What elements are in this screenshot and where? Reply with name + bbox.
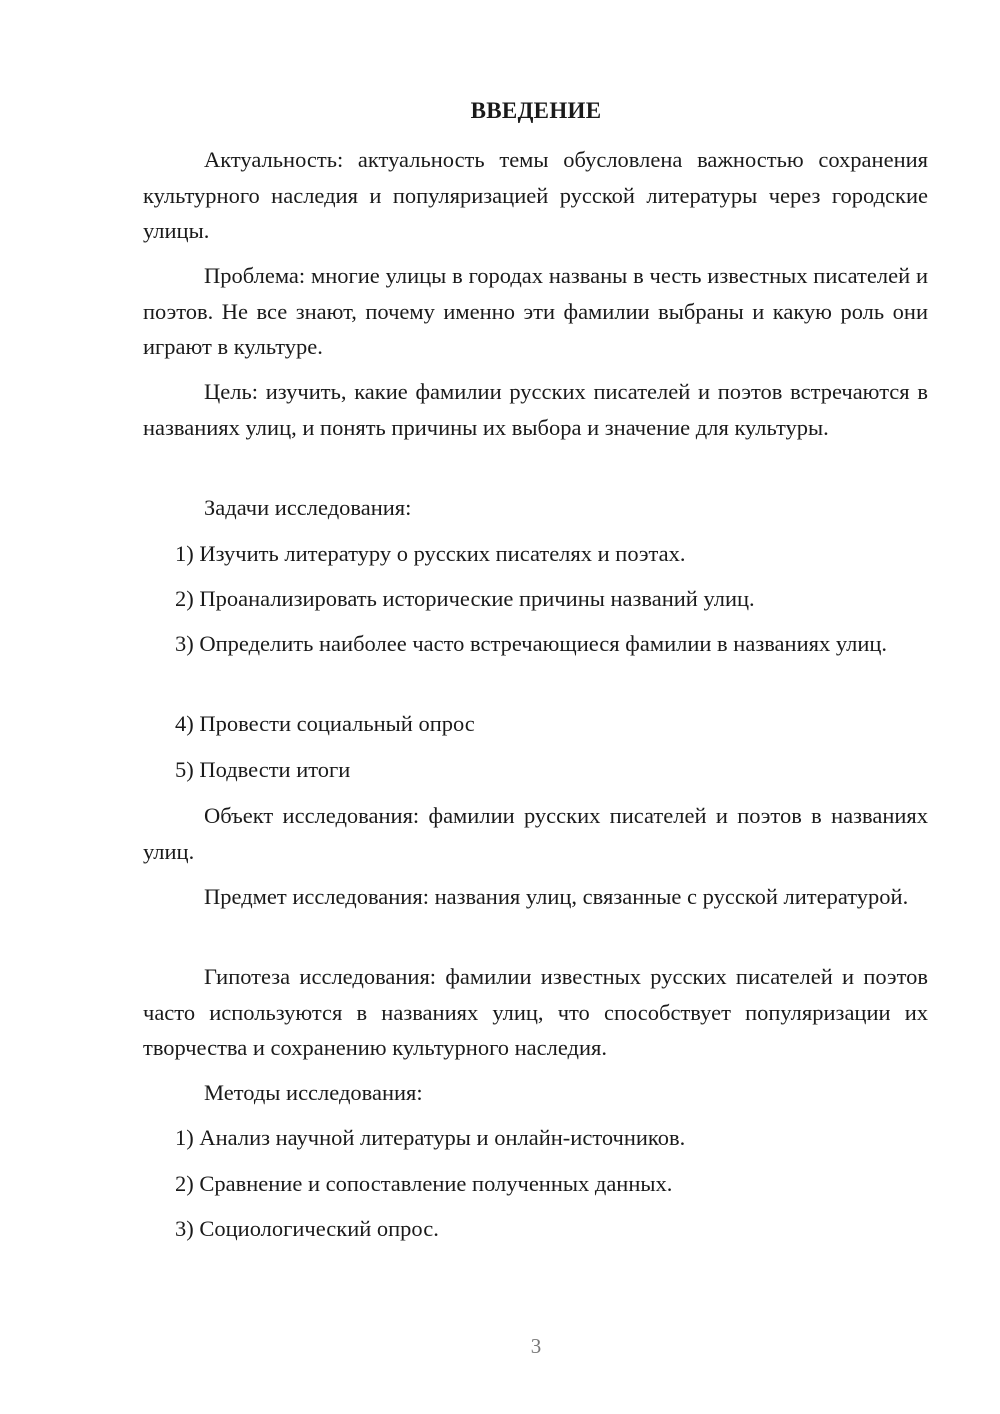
task-item: 1) Изучить литературу о русских писателях и поэтах.	[175, 541, 686, 566]
task-item: 4) Провести социальный опрос	[175, 711, 475, 736]
paragraph-goal: Цель: изучить, какие фамилии русских писателей и поэтов встречаются в названиях улиц, и понять причины их выбора и значение для культуры.	[143, 379, 928, 440]
task-item: 2) Проанализировать исторические причины названий улиц.	[175, 586, 755, 611]
paragraph-object: Объект исследования: фамилии русских писателей и поэтов в названиях улиц.	[143, 803, 928, 864]
paragraph-hypothesis: Гипотеза исследования: фамилии известных русских писателей и поэтов часто используются в названиях улиц, что способствует популяризации их творчества и сохранению культурного наследия.	[143, 964, 928, 1060]
method-item: 3) Социологический опрос.	[175, 1216, 439, 1241]
task-item: 5) Подвести итоги	[175, 757, 351, 782]
methods-heading: Методы исследования:	[204, 1080, 423, 1105]
page-number: 3	[530, 1334, 542, 1358]
method-item: 1) Анализ научной литературы и онлайн-источников.	[175, 1125, 686, 1150]
tasks-heading: Задачи исследования:	[204, 495, 412, 520]
paragraph-subject: Предмет исследования: названия улиц, связанные с русской литературой.	[204, 884, 909, 909]
paragraph-relevance: Актуальность: актуальность темы обусловлена важностью сохранения культурного наследия и популяризацией русской литературы через городские улицы.	[143, 147, 928, 243]
paragraph-problem: Проблема: многие улицы в городах названы в честь известных писателей и поэтов. Не все знают, почему именно эти фамилии выбраны и какую роль они играют в культуре.	[143, 263, 928, 359]
method-item: 2) Сравнение и сопоставление полученных данных.	[175, 1171, 673, 1196]
page-title: ВВЕДЕНИЕ	[470, 98, 602, 123]
task-item: 3) Определить наиболее часто встречающиеся фамилии в названиях улиц.	[175, 631, 888, 656]
